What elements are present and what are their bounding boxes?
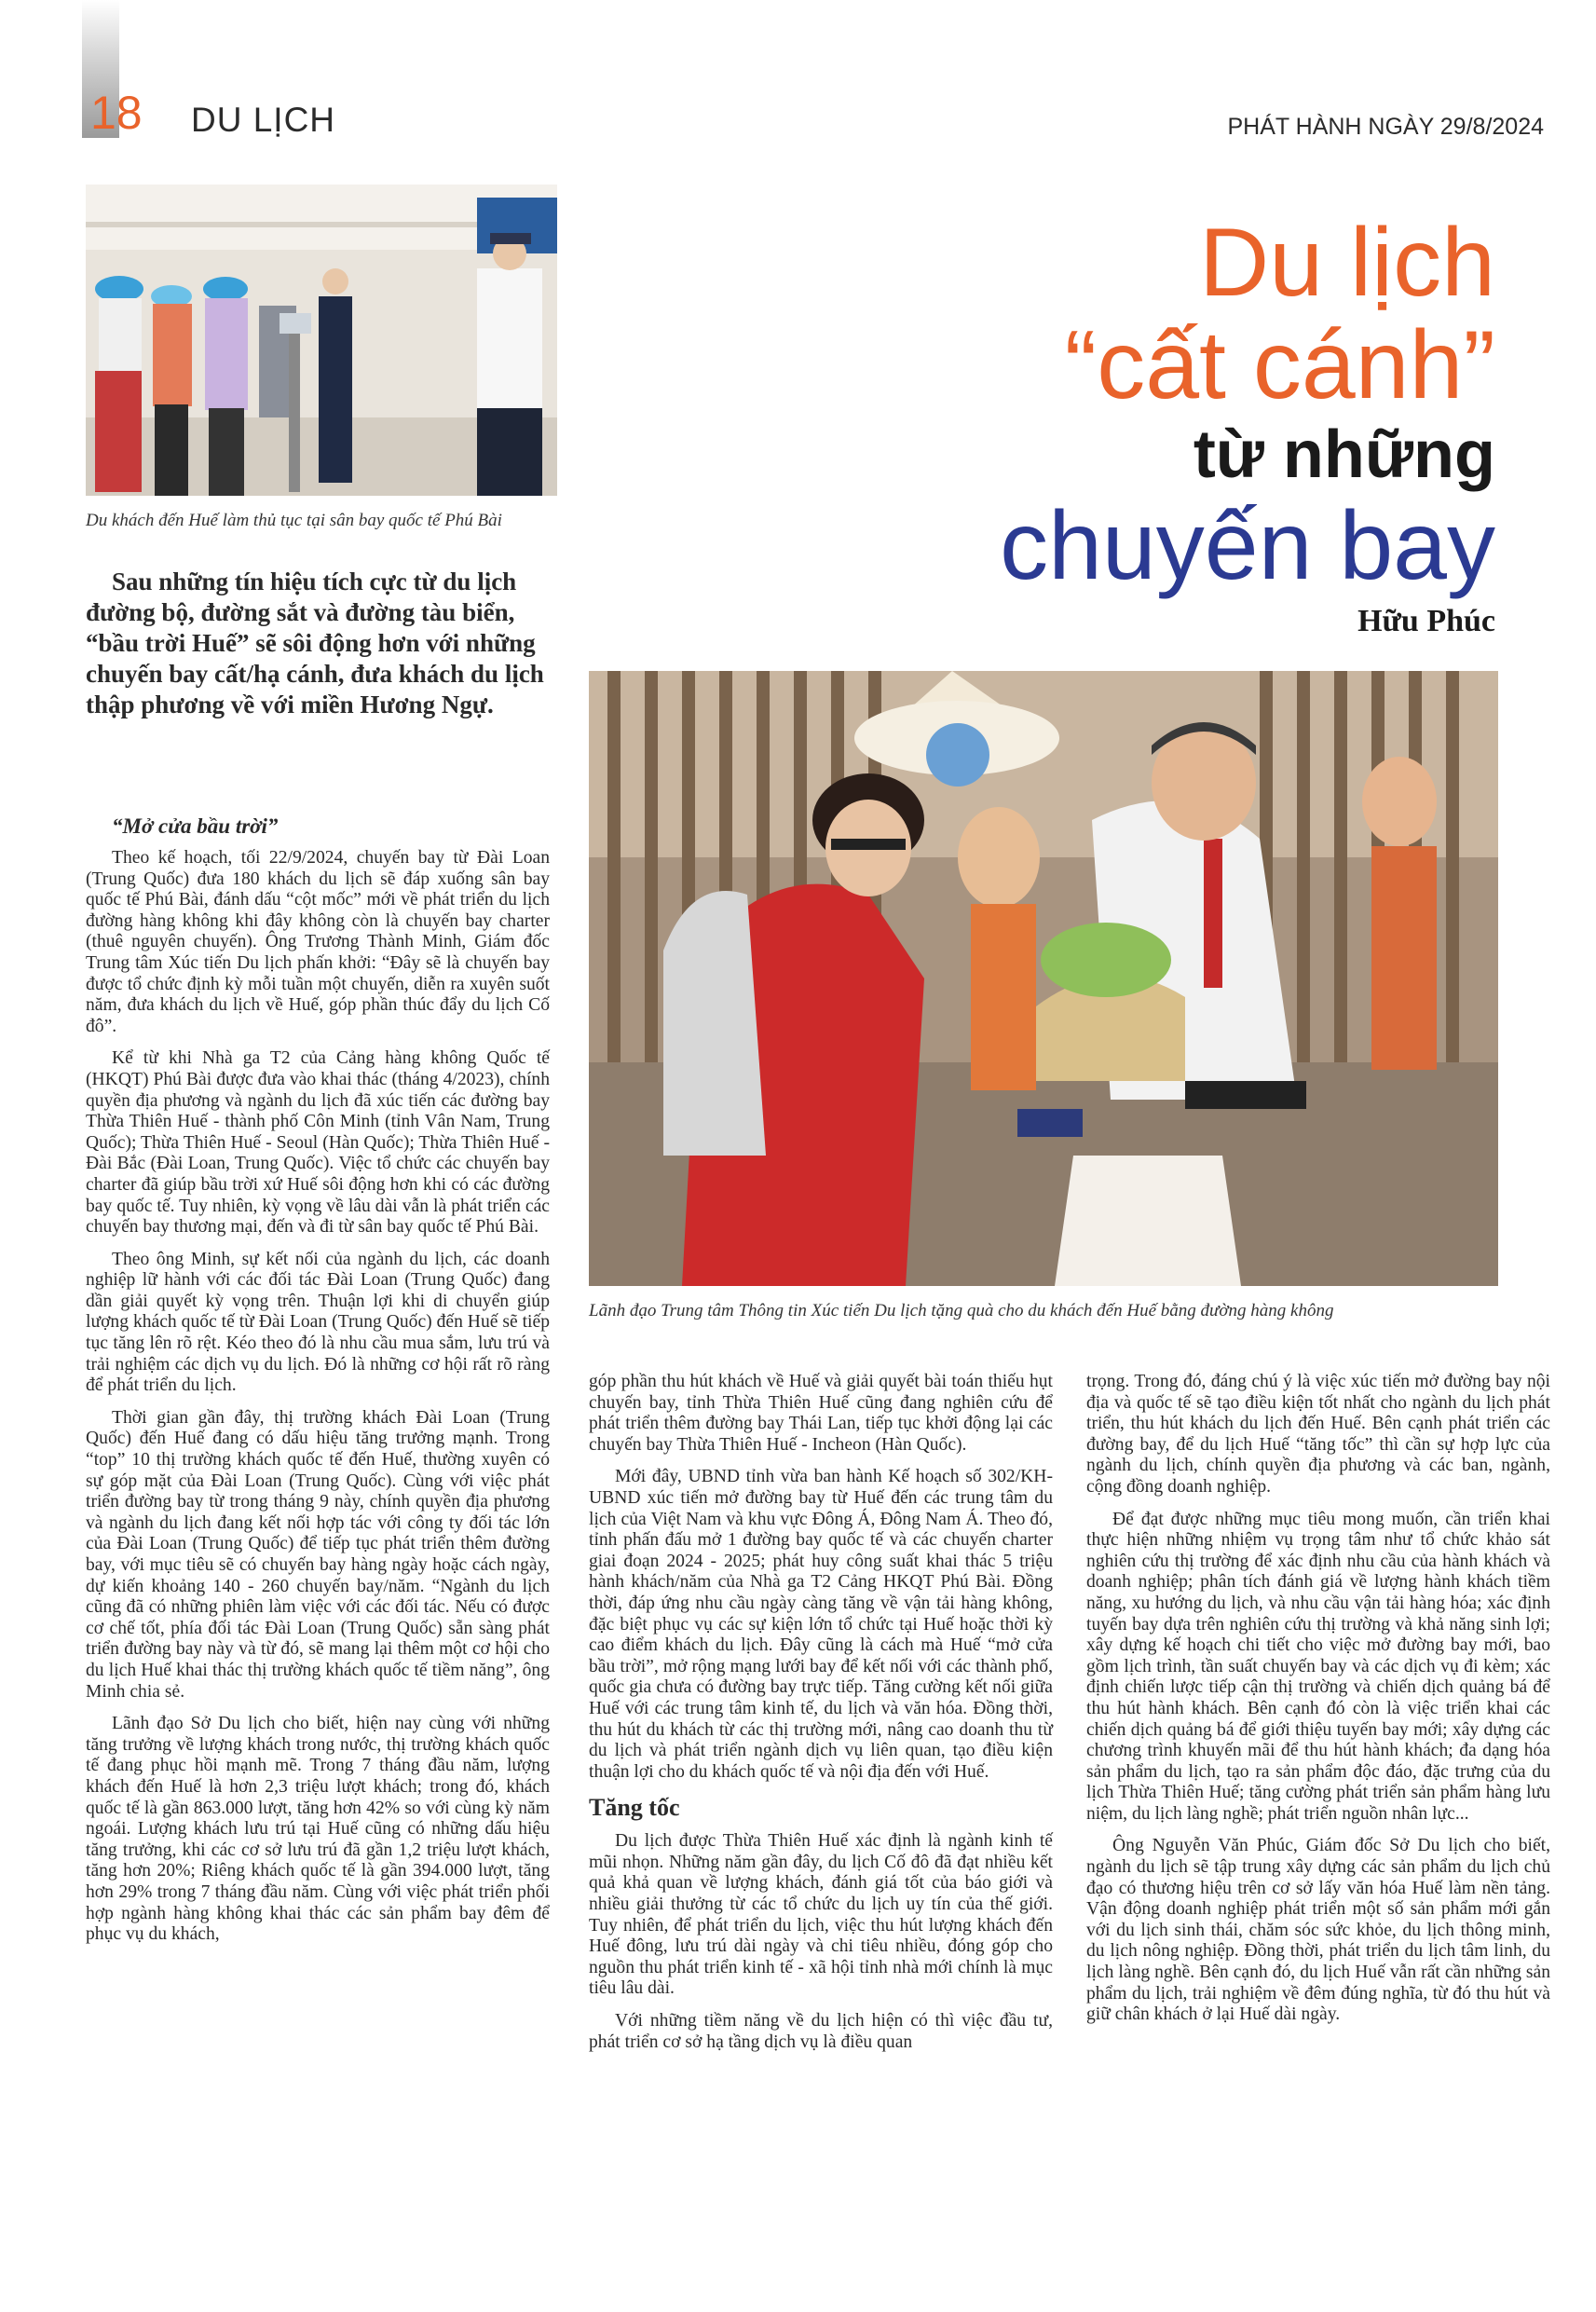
article-column-3: [1086, 1372, 1550, 2037]
paragraph: Ông Nguyễn Văn Phúc, Giám đốc Sở Du lịch cho biết, ngành du lịch sẽ tập trung xây dựng các sản phẩm du lịch chủ đạo có thương hiệu trên cơ sở lấy văn hóa Huế làm nền tảng. Vận động doanh nghiệp phát triển một số sản phẩm mới gắn với du lịch sinh thái, chăm sóc sức khỏe, du lịch thông minh, du lịch nông nghiệp. Đồng thời, phát triển du lịch tâm linh, du lịch làng nghề. Bên cạnh đó, du lịch Huế vẫn rất cần những sản phẩm du lịch, trải nghiệm về đêm đúng nghĩa, từ đó thu hút và giữ chân khách ở lại Huế dài ngày.: [1086, 1836, 1550, 2025]
headline-line-1: Du lịch: [1199, 209, 1495, 317]
paragraph: Để đạt được những mục tiêu mong muốn, cần triển khai thực hiện những nhiệm vụ trọng tâm như tổ chức khảo sát nghiên cứu thị trường để xác định nhu cầu của hành khách và doanh nghiệp; phân tích đánh giá về lượng hành khách tiềm năng, xu hướng du lịch, và nhu cầu vận tải hàng hóa; xác định tuyến bay dựa trên nghiên cứu thị trường và khả năng sinh lợi; xây dựng kế hoạch chi tiết cho việc mở đường bay mới, bao gồm lịch trình, tần suất chuyến bay và các dịch vụ đi kèm; xác định chiến lược tiếp cận thị trường và chiến dịch quảng bá để thu hút hành khách. Bên cạnh đó còn là việc triển khai các chiến dịch quảng bá để giới thiệu tuyến bay mới; xây dựng các chương trình khuyến mãi để thu hút hành khách; đa dạng hóa sản phẩm du lịch, tạo ra sản phẩm độc đáo, đặc trưng của du lịch Thừa Thiên Huế; tăng cường phát triển sản phẩm hàng lưu niệm, du lịch làng nghề; phát triển nguồn nhân lực...: [1086, 1509, 1550, 1824]
author-byline: Hữu Phúc: [1357, 604, 1495, 638]
paragraph: Kể từ khi Nhà ga T2 của Cảng hàng không Quốc tế (HKQT) Phú Bài được đưa vào khai thác (tháng 4/2023), chính quyền địa phương và ngành du lịch đã xúc tiến các đường bay Thừa Thiên Huế - thành phố Côn Minh (tỉnh Vân Nam, Trung Quốc); Thừa Thiên Huế - Seoul (Hàn Quốc); Thừa Thiên Huế - Đài Bắc (Đài Loan, Trung Quốc). Việc tổ chức các chuyến bay charter đã giúp bầu trời xứ Huế sôi động hơn khi có các đường bay quốc tế. Tuy nhiên, kỳ vọng về lâu dài vẫn là phát triển các chuyến bay thương mại, đến và đi từ sân bay quốc tế Phú Bài.: [86, 1048, 550, 1238]
paragraph: Mới đây, UBND tỉnh vừa ban hành Kế hoạch số 302/KH-UBND xúc tiến mở đường bay từ Huế đến các trung tâm du lịch của Việt Nam và khu vực Đông Á, Đông Nam Á. Theo đó, tỉnh phấn đấu mở 1 đường bay quốc tế và các chuyến charter giai đoạn 2024 - 2025; phát huy công suất khai thác 5 triệu hành khách/năm của Nhà ga T2 Cảng HKQT Phú Bài. Đồng thời, đáp ứng nhu cầu ngày càng tăng về vận tải hàng không, đặc biệt phục vụ các sự kiện lớn tổ chức tại Huế hoặc thời kỳ cao điểm khách du lịch. Đây cũng là cách mà Huế “mở cửa bầu trời”, mở rộng mạng lưới bay để kết nối với các thành phố, quốc gia chưa có đường bay trực tiếp. Tăng cường kết nối giữa Huế với các trung tâm kinh tế, du lịch và văn hóa. Đồng thời, thu hút du khách từ các thị trường mới, nâng cao doanh thu từ du lịch và phát triển ngành dịch vụ liên quan, tạo điều kiện thuận lợi cho du khách quốc tế và nội địa đến với Huế.: [589, 1467, 1053, 1782]
paragraph: Theo kế hoạch, tối 22/9/2024, chuyến bay từ Đài Loan (Trung Quốc) đưa 180 khách du lịch sẽ đáp xuống sân bay quốc tế Phú Bài, đánh dấu “cột mốc” mới về phát triển du lịch đường hàng không khi đây không còn là chuyến bay charter (thuê nguyên chuyến). Ông Trương Thành Minh, Giám đốc Trung tâm Xúc tiến Du lịch phấn khởi: “Đây sẽ là chuyến bay được tổ chức định kỳ mỗi tuần một chuyến, diễn ra xuyên suốt năm, đưa khách du lịch về Huế, góp phần thúc đẩy du lịch Cố đô”.: [86, 848, 550, 1036]
article-column-1: [86, 814, 550, 1957]
top-photo-caption: Du khách đến Huế làm thủ tục tại sân bay quốc tế Phú Bài: [86, 511, 502, 530]
headline-line-3: từ những: [1193, 417, 1495, 492]
paragraph: Với những tiềm năng về du lịch hiện có thì việc đầu tư, phát triển cơ sở hạ tầng dịch vụ là điều quan: [589, 2011, 1053, 2052]
section-title: DU LỊCH: [191, 101, 336, 139]
headline-line-2: “cất cánh”: [1064, 311, 1495, 419]
airport-checkin-photo: [86, 185, 557, 496]
paragraph: Thời gian gần đây, thị trường khách Đài Loan (Trung Quốc) đến Huế đang có dấu hiệu tăng trưởng mạnh. Trong “top” 10 thị trường khách quốc tế đến Huế, thường xuyên có sự góp mặt của Đài Loan (Trung Quốc). Cùng với việc phát triển đường bay từ trong tháng 9 này, chính quyền địa phương và ngành du lịch đang kết nối hợp tác với công ty đối tác lớn của Đài Loan (Trung Quốc) để tiếp tục phát triển thêm đường bay, với mục tiêu sẽ có chuyến bay hàng ngày hoặc cách ngày, dự kiến khoảng 140 - 260 chuyến bay/năm. “Ngành du lịch cũng đã có những phiên làm việc với các đối tác. Nếu có được cơ chế tốt, phía đối tác Đài Loan (Trung Quốc) sẵn sàng phát triển đường bay này và từ đó, sẽ mang lại thêm một cơ hội cho du lịch Huế khai thác thị trường khách quốc tế tiềm năng”, ông Minh chia sẻ.: [86, 1407, 550, 1702]
headline-line-4: chuyến bay: [1000, 492, 1495, 600]
subheading-open-sky: “Mở cửa bầu trời”: [112, 814, 279, 838]
paragraph: trọng. Trong đó, đáng chú ý là việc xúc tiến mở đường bay nội địa và quốc tế sẽ tạo điều kiện tốt nhất cho ngành du lịch phát triển, thu hút khách du lịch đến Huế. Bên cạnh phát triển các đường bay, để du lịch Huế “tăng tốc” thì cần sự hợp lực của ngành du lịch, chính quyền địa phương và các ban, ngành, cộng đồng doanh nghiệp.: [1086, 1372, 1550, 1497]
page-number: 18: [90, 87, 143, 139]
paragraph: góp phần thu hút khách về Huế và giải quyết bài toán thiếu hụt chuyến bay, tỉnh Thừa Thiên Huế cũng đang nghiên cứu để phát triển thêm đường bay Thái Lan, tiếp tục khởi động lại các chuyến bay Thừa Thiên Huế - Incheon (Hàn Quốc).: [589, 1372, 1053, 1455]
paragraph: Du lịch được Thừa Thiên Huế xác định là ngành kinh tế mũi nhọn. Những năm gần đây, du lịch Cố đô đã đạt nhiều kết quả khả quan về lượng khách, đánh giá tốt của báo giới và nhiều giải thưởng từ các tổ chức du lịch uy tín của thế giới. Tuy nhiên, để phát triển du lịch, việc thu hút lượng khách đến Huế đông, lưu trú dài ngày và chi tiêu nhiều, đóng góp cho nguồn thu phát triển kinh tế - xã hội tỉnh nhà mới chính là mục tiêu lâu dài.: [589, 1831, 1053, 1999]
article-lead: Sau những tín hiệu tích cực từ du lịch đường bộ, đường sắt và đường tàu biển, “bầu trời Huế” sẽ sôi động hơn với những chuyến bay cất/hạ cánh, đưa khách du lịch thập phương về với miền Hương Ngự.: [86, 568, 544, 718]
publication-date: PHÁT HÀNH NGÀY 29/8/2024: [1227, 114, 1544, 140]
main-photo-caption: Lãnh đạo Trung tâm Thông tin Xúc tiến Du lịch tặng quà cho du khách đến Huế bằng đường hàng không: [589, 1301, 1334, 1320]
gift-giving-photo: [589, 671, 1498, 1286]
article-column-2: [589, 1372, 1053, 2064]
subheading-acceleration: Tăng tốc: [589, 1794, 680, 1822]
paragraph: Theo ông Minh, sự kết nối của ngành du lịch, các doanh nghiệp lữ hành với các đối tác Đài Loan (Trung Quốc) đang dần giải quyết kỳ vọng trên. Thuận lợi khi di chuyển giúp lượng khách quốc tế từ Đài Loan (Trung Quốc) đến Huế sẽ tiếp tục tăng lên rõ rệt. Kéo theo đó là nhu cầu mua sắm, lưu trú và trải nghiệm các dịch vụ du lịch. Đó là những cơ hội rất rõ ràng để phát triển du lịch.: [86, 1249, 550, 1396]
paragraph: Lãnh đạo Sở Du lịch cho biết, hiện nay cùng với những tăng trưởng về lượng khách trong nước, thị trường khách quốc tế đang phục hồi mạnh mẽ. Trong 7 tháng đầu năm, lượng khách đến Huế là hơn 2,3 triệu lượt khách; trong đó, khách quốc tế là gần 863.000 lượt, tăng hơn 42% so với cùng kỳ năm ngoái. Lượng khách lưu trú tại Huế cũng có những dấu hiệu tăng trưởng, khi các cơ sở lưu trú đã gần 1,2 triệu lượt khách, tăng hơn 20%; Riêng khách quốc tế là gần 394.000 lượt, tăng hơn 29% trong 7 tháng đầu năm. Cùng với việc phát triển phối hợp ngành hàng không khai thác các sản phẩm bay đêm để phục vụ du khách,: [86, 1714, 550, 1945]
